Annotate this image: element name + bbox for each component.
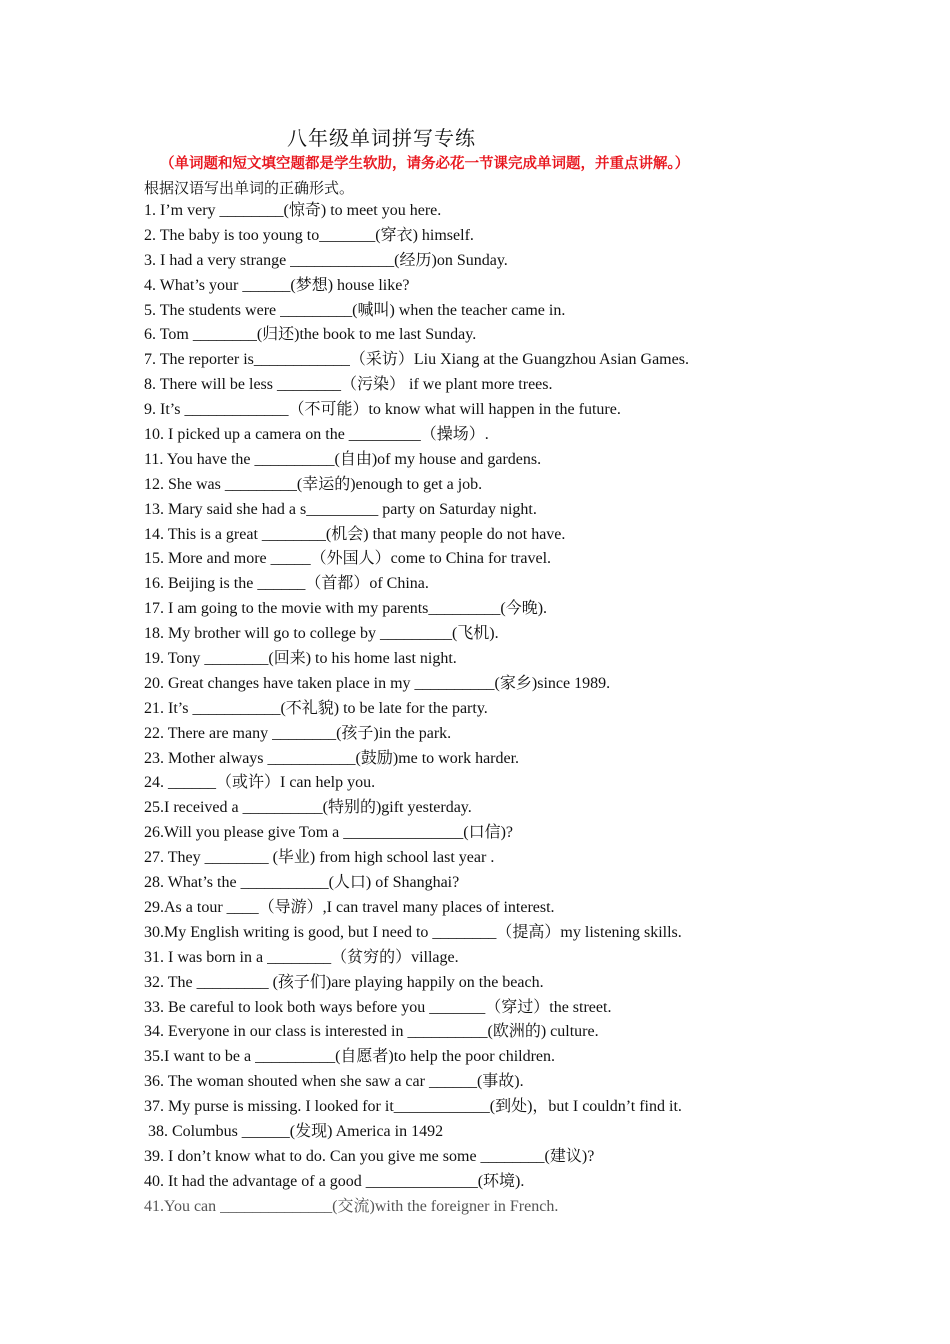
exercise-item-10: 10. I picked up a camera on the _________（操场）. — [144, 426, 489, 444]
exercise-item-9: 9. It’s _____________（不可能）to know what will happen in the future. — [144, 401, 621, 419]
exercise-item-35: 35.I want to be a __________(自愿者)to help the poor children. — [144, 1048, 556, 1066]
exercise-item-1: 1. I’m very ________(惊奇) to meet you here. — [144, 202, 442, 219]
exercise-item-14: 14. This is a great ________(机会) that many people do not have. — [144, 525, 566, 543]
exercise-list — [144, 199, 689, 1220]
exercise-item-8: 8. There will be less ________（污染） if we plant more trees. — [144, 376, 553, 394]
exercise-item-31: 31. I was born in a ________（贫穷的）village. — [144, 948, 459, 966]
exercise-item-27: 27. They ________ (毕业) from high school last year . — [144, 849, 495, 867]
exercise-item-21: 21. It’s ___________(不礼貌) to be late for the party. — [144, 699, 488, 717]
exercise-item-6: 6. Tom ________(归还)the book to me last Sunday. — [144, 326, 477, 344]
exercise-item-12: 12. She was _________(幸运的)enough to get a job. — [144, 475, 483, 493]
exercise-item-36: 36. The woman shouted when she saw a car ______(事故). — [144, 1073, 524, 1091]
teacher-note: （单词题和短文填空题都是学生软肋，请务必花一节课完成单词题，并重点讲解。） — [160, 156, 690, 172]
exercise-item-7: 7. The reporter is____________（采访）Liu Xiang at the Guangzhou Asian Games. — [144, 351, 689, 369]
exercise-item-34: 34. Everyone in our class is interested in __________(欧洲的) culture. — [144, 1023, 599, 1041]
exercise-item-28: 28. What’s the ___________(人口) of Shanghai? — [144, 874, 460, 892]
exercise-item-20: 20. Great changes have taken place in my __________(家乡)since 1989. — [144, 674, 611, 692]
exercise-item-18: 18. My brother will go to college by _________(飞机). — [144, 625, 499, 643]
exercise-item-25: 25.I received a __________(特别的)gift yesterday. — [144, 799, 472, 817]
exercise-item-4: 4. What’s your ______(梦想) house like? — [144, 276, 410, 294]
exercise-item-26: 26.Will you please give Tom a _______________(口信)? — [144, 824, 513, 842]
exercise-item-5: 5. The students were _________(喊叫) when the teacher came in. — [144, 301, 566, 319]
instruction-text: 根据汉语写出单词的正确形式。 — [144, 179, 355, 197]
exercise-item-39: 39. I don’t know what to do. Can you give me some ________(建议)? — [144, 1147, 595, 1165]
exercise-item-15: 15. More and more _____（外国人）come to China for travel. — [144, 550, 552, 568]
exercise-item-30: 30.My English writing is good, but I need to ________（提高）my listening skills. — [144, 923, 682, 941]
exercise-item-38: 38. Columbus ______(发现) America in 1492 — [148, 1122, 444, 1140]
page-title: 八年级单词拼写专练 — [287, 126, 476, 150]
exercise-item-24: 24. ______（或许）I can help you. — [144, 774, 376, 792]
exercise-item-32: 32. The _________ (孩子们)are playing happily on the beach. — [144, 973, 544, 991]
exercise-item-11: 11. You have the __________(自由)of my house and gardens. — [144, 450, 542, 468]
exercise-item-13: 13. Mary said she had a s_________ party on Saturday night. — [144, 500, 537, 518]
exercise-item-29: 29.As a tour ____（导游）,I can travel many places of interest. — [144, 898, 555, 916]
exercise-item-22: 22. There are many ________(孩子)in the park. — [144, 724, 452, 742]
exercise-item-16: 16. Beijing is the ______（首都）of China. — [144, 575, 429, 593]
exercise-item-17: 17. I am going to the movie with my parents_________(今晚). — [144, 600, 548, 618]
exercise-item-41: 41.You can ______________(交流)with the foreigner in French. — [144, 1197, 559, 1215]
exercise-item-33: 33. Be careful to look both ways before you _______（穿过）the street. — [144, 998, 612, 1016]
exercise-item-3: 3. I had a very strange _____________(经历)on Sunday. — [144, 251, 508, 269]
exercise-item-37: 37. My purse is missing. I looked for it____________(到处)，but I couldn’t find it. — [144, 1098, 682, 1116]
exercise-item-2: 2. The baby is too young to_______(穿衣) himself. — [144, 226, 474, 244]
exercise-item-23: 23. Mother always ___________(鼓励)me to work harder. — [144, 749, 520, 767]
exercise-item-19: 19. Tony ________(回来) to his home last night. — [144, 650, 457, 668]
exercise-item-40: 40. It had the advantage of a good ______________(环境). — [144, 1172, 525, 1190]
